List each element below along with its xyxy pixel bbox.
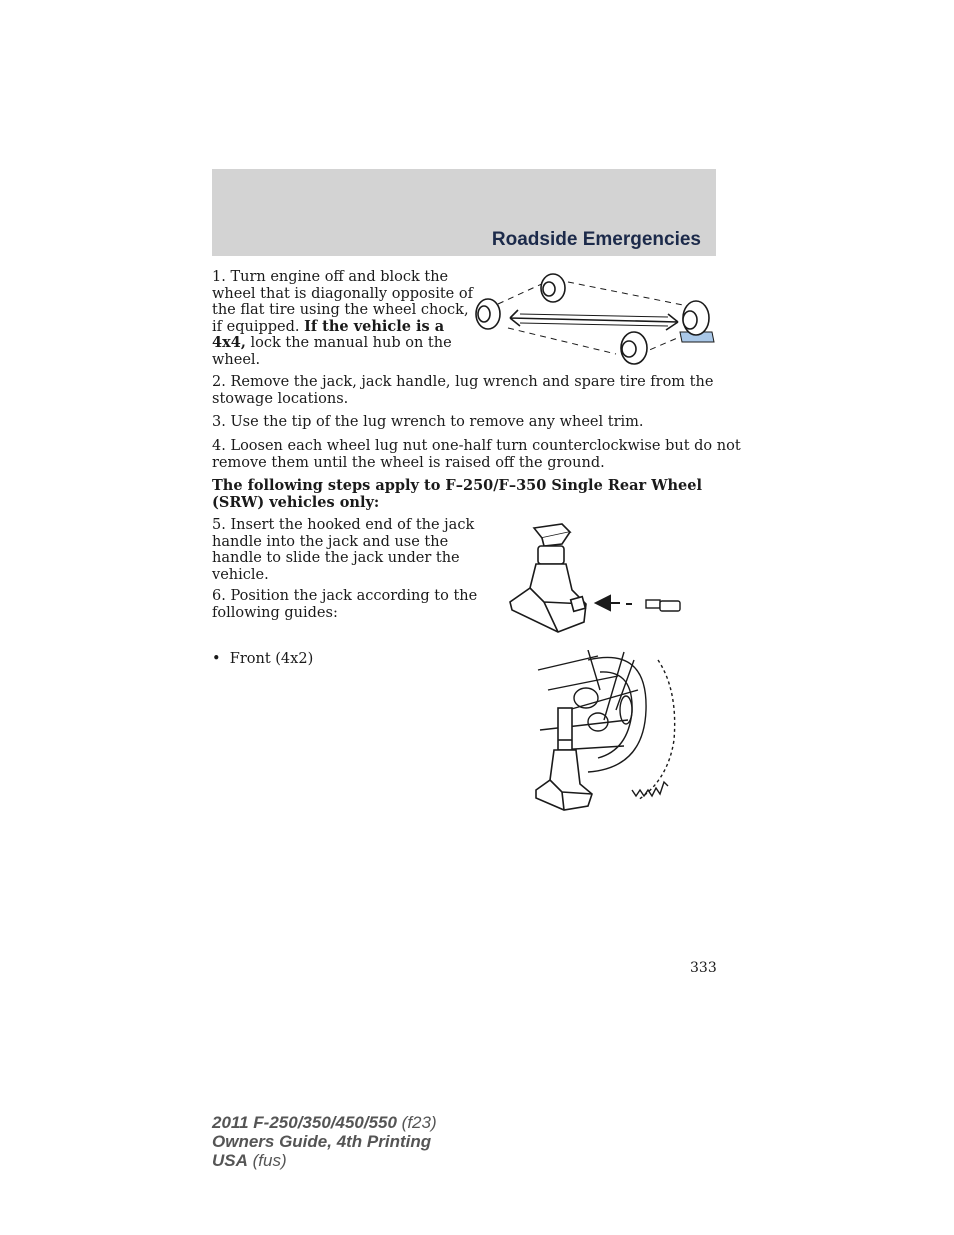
step-5: 5. Insert the hooked end of the jack handle into the jack and use the handle to slide the jack under the vehicle. [212, 517, 475, 583]
page-number: 333 [690, 960, 717, 976]
arrow-icon [596, 596, 636, 610]
srw-heading: The following steps apply to F–250/F–350 Single Rear Wheel (SRW) vehicles only: [212, 477, 702, 511]
step-1 [212, 269, 473, 368]
wheel-icon [476, 299, 500, 329]
wheel-icon [541, 274, 565, 302]
step-6: 6. Position the jack according to the following guides: [212, 588, 478, 621]
bullet-dot: • [212, 651, 230, 667]
wheel-icon [683, 301, 709, 335]
front-jack-position-illustration [528, 650, 678, 812]
bullet-front-4x2: • Front (4x2) [212, 651, 314, 667]
jack-handle-icon [646, 600, 680, 611]
jack-handle-illustration [500, 518, 690, 636]
wheel-chock-illustration [468, 270, 723, 370]
document-footer: 2011 F-250/350/450/550 (f23) Owners Guide, 4th Printing USA (fus) [212, 1113, 437, 1170]
step-1-line: 1. Turn engine off and block the [212, 269, 449, 285]
section-title: Roadside Emergencies [491, 229, 701, 250]
step-1-line: the flat tire using the wheel chock, [212, 302, 469, 318]
step-2: 2. Remove the jack, jack handle, lug wrench and spare tire from the stowage locations. [212, 374, 714, 407]
step-1-line: 4x4, lock the manual hub on the [212, 334, 452, 351]
section-header-band [212, 169, 716, 256]
step-4: 4. Loosen each wheel lug nut one-half turn counterclockwise but do not remove them until the wheel is raised off the ground. [212, 438, 741, 471]
step-1-line: wheel that is diagonally opposite of [212, 285, 473, 302]
jack-icon [536, 708, 592, 810]
step-1-line: wheel. [212, 351, 261, 368]
step-1-line: if equipped. If the vehicle is a [212, 317, 445, 335]
step-3: 3. Use the tip of the lug wrench to remove any wheel trim. [212, 414, 644, 430]
wheel-icon [621, 332, 647, 364]
